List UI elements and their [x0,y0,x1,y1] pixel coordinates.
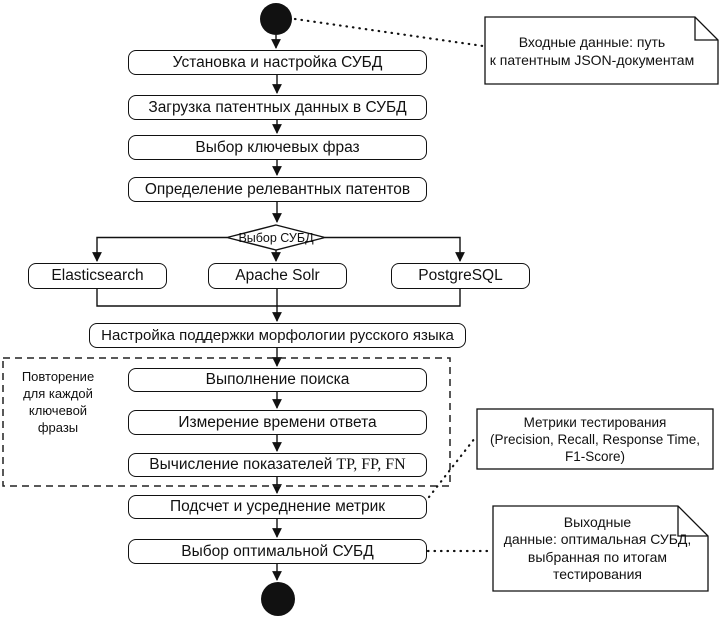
initial-node-icon [260,3,292,35]
branch-label: Elasticsearch [51,267,144,285]
metrics-note-text [479,409,711,469]
decision-text: Выбор СУБД [238,230,314,245]
loop-label-line: ключевой [28,403,88,418]
step-label: Установка и настройка СУБД [172,53,383,71]
step-label: Выбор ключевых фраз [195,138,360,156]
step-label: Вычисление показателей [149,456,333,474]
note-line: Метрики тестирования [523,414,667,430]
loop-label-line: для каждой [23,386,93,401]
step-label-metrics: TP, FP, FN [336,456,406,473]
loop-region-label [6,366,110,438]
step-morphology-setup [89,323,466,348]
step-choose-optimal-dbms [128,539,427,564]
step-define-relevant-patents [128,177,427,202]
branch-label: Apache Solr [235,267,320,285]
step-execute-search [128,368,427,392]
decision-label [227,225,325,250]
step-choose-key-phrases [128,135,427,160]
note-line: F1-Score) [564,448,625,464]
step-load-patent-data [128,95,427,120]
step-install-dbms [128,50,427,75]
step-label: Измерение времени ответа [178,413,377,431]
note-line: Входные данные: путь [518,33,666,50]
branch-postgresql [391,263,530,289]
note-line: тестирования [552,566,643,582]
branch-elasticsearch [28,263,167,289]
step-label: Выполнение поиска [205,371,350,389]
note-line: (Precision, Recall, Response Time, [489,431,701,447]
step-label: Загрузка патентных данных в СУБД [148,98,407,116]
step-measure-response-time [128,410,427,435]
step-label: Подсчет и усреднение метрик [169,498,386,516]
output-note-text [495,506,700,591]
branch-apache-solr [208,263,347,289]
step-label: Определение релевантных патентов [144,180,411,198]
loop-label-line: фразы [37,420,79,435]
note-line: к патентным JSON-документам [489,51,695,68]
loop-label-line: Повторение [21,369,95,384]
input-note-text [487,17,697,84]
step-compute-tp-fp-fn [128,453,427,477]
step-label: Настройка поддержки морфологии русского языка [101,327,454,344]
note-line: данные: оптимальная СУБД, [503,531,692,547]
final-node-icon [261,582,295,616]
step-aggregate-metrics [128,495,427,519]
note-line: Выходные [563,513,632,530]
note-line: выбранная по итогам [527,548,668,565]
step-label: Выбор оптимальной СУБД [181,542,374,560]
branch-label: PostgreSQL [418,267,503,285]
